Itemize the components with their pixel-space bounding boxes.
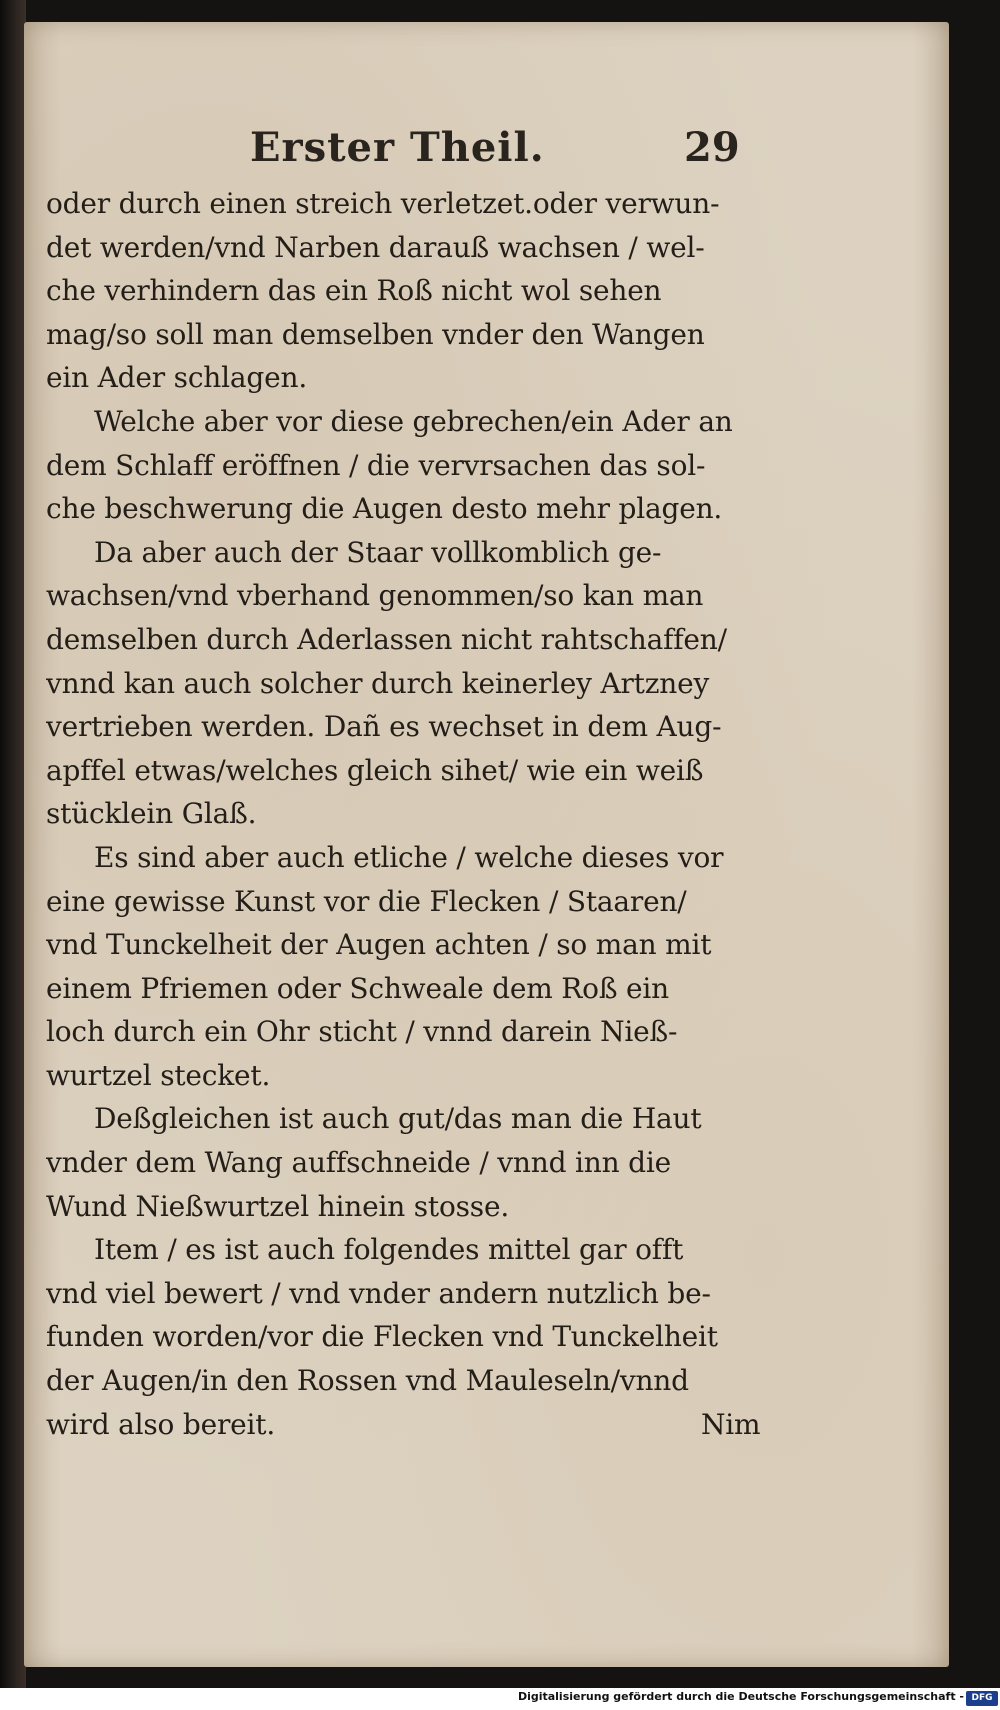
- text-line: der Augen/in den Rossen vnd Mauleseln/vnnd: [46, 1364, 689, 1398]
- text-line: vnder dem Wang auffschneide / vnnd inn die: [46, 1146, 671, 1180]
- text-line: wird also bereit. Nim: [46, 1403, 766, 1447]
- text-line: Wund Nießwurtzel hinein stosse.: [46, 1189, 510, 1223]
- running-title: Erster Theil.: [250, 124, 545, 171]
- text-line: apffel etwas/welches gleich sihet/ wie ein weiß: [46, 753, 704, 787]
- text-line: demselben durch Aderlassen nicht rahtschaffen/: [46, 622, 727, 656]
- text-line: dem Schlaff eröffnen / die vervrsachen das sol-: [46, 448, 706, 482]
- text-line: loch durch ein Ohr sticht / vnnd darein Nieß-: [46, 1015, 678, 1049]
- text-line: det werden/vnd Narben darauß wachsen / wel-: [46, 230, 705, 264]
- catchword: Nim: [701, 1407, 761, 1441]
- text-line: che beschwerung die Augen desto mehr plagen.: [46, 492, 723, 526]
- text-line: einem Pfriemen oder Schweale dem Roß ein: [46, 971, 669, 1005]
- text-line: wachsen/vnd vberhand genommen/so kan man: [46, 579, 704, 613]
- text-line: che verhindern das ein Roß nicht wol sehen: [46, 274, 662, 308]
- body-text: [46, 182, 766, 1446]
- text-line: vnd Tunckelheit der Augen achten / so man mit: [46, 928, 712, 962]
- text-line: Welche aber vor diese gebrechen/ein Ader an: [94, 404, 733, 438]
- text-line: ein Ader schlagen.: [46, 361, 308, 395]
- funding-credit: Digitalisierung gefördert durch die Deutsche Forschungsgemeinschaft -: [517, 1690, 964, 1703]
- text-line: eine gewisse Kunst vor die Flecken / Staaren/: [46, 884, 687, 918]
- text-line: mag/so soll man demselben vnder den Wangen: [46, 317, 705, 351]
- book-page: [24, 22, 949, 1667]
- running-head: [24, 118, 949, 188]
- text-line: Es sind aber auch etliche / welche dieses vor: [94, 840, 724, 874]
- text-line: funden worden/vor die Flecken vnd Tunckelheit: [46, 1320, 718, 1354]
- text-line: Item / es ist auch folgendes mittel gar offt: [94, 1233, 684, 1267]
- digitization-footer: [0, 1688, 1000, 1710]
- dfg-logo: DFG: [966, 1691, 998, 1706]
- text-line: Da aber auch der Staar vollkomblich ge-: [94, 535, 662, 569]
- book-spine: [0, 0, 26, 1688]
- text-line: wurtzel stecket.: [46, 1058, 271, 1092]
- text-line: vnd viel bewert / vnd vnder andern nutzlich be-: [46, 1276, 711, 1310]
- text-line: stücklein Glaß.: [46, 797, 257, 831]
- text-line: vnnd kan auch solcher durch keinerley Artzney: [46, 666, 710, 700]
- text-line: Deßgleichen ist auch gut/das man die Haut: [94, 1102, 702, 1136]
- text-line: oder durch einen streich verletzet.oder verwun-: [46, 187, 720, 220]
- page-number: 29: [684, 124, 740, 171]
- text-line: vertrieben werden. Dañ es wechset in dem Aug-: [46, 710, 722, 744]
